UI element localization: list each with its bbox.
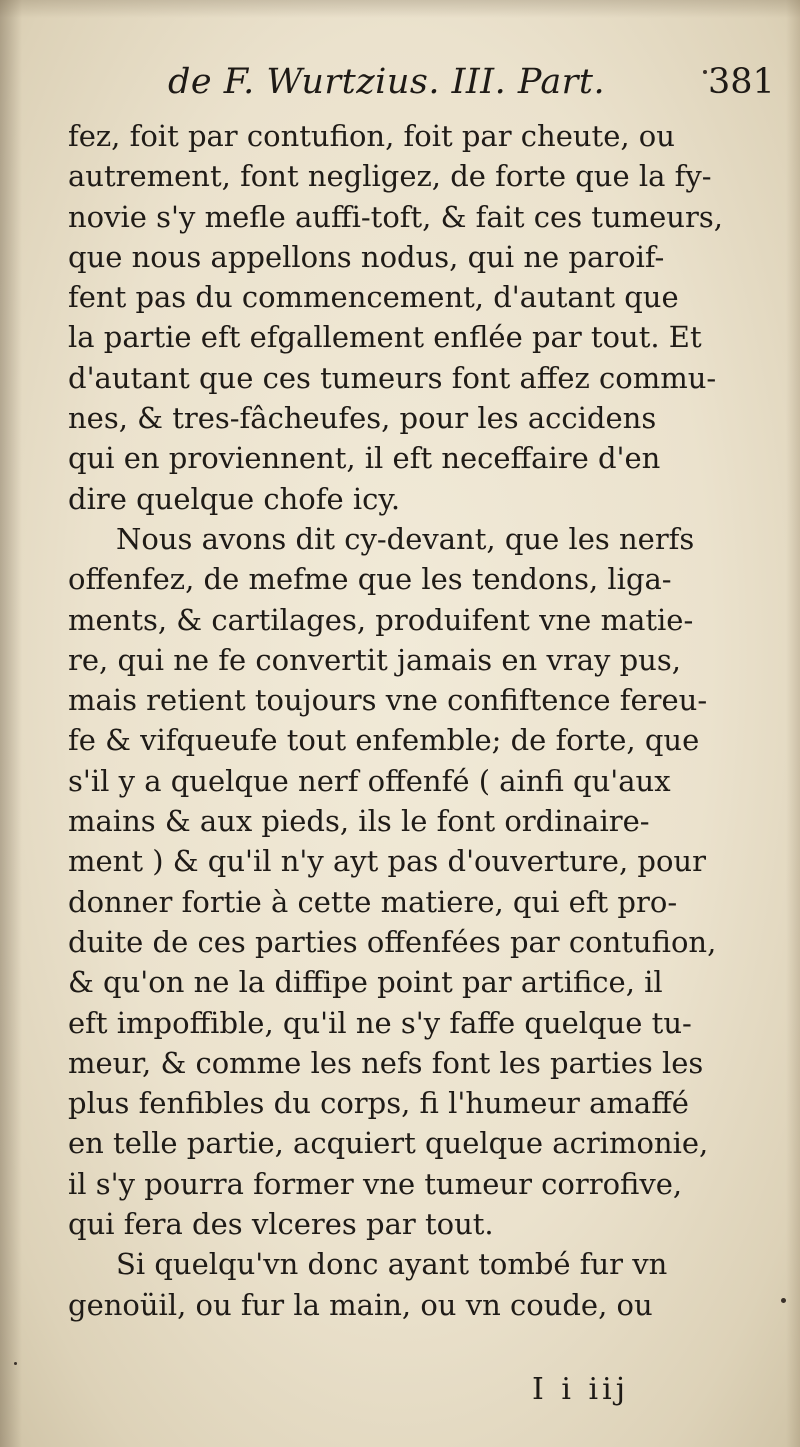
text-line: fe & vifqueufe tout enfemble; de forte, que: [68, 723, 700, 758]
text-line: ment ) & qu'il n'y ayt pas d'ouverture, pour: [68, 844, 706, 879]
text-line: mais retient toujours vne confiftence fereu-: [68, 683, 708, 718]
text-line: qui en proviennent, il eft neceffaire d'en: [68, 441, 661, 476]
text-line: & qu'on ne la diffipe point par artifice, il: [68, 965, 663, 1000]
text-line: la partie eft efgallement enflée par tout. Et: [68, 320, 702, 355]
text-line: meur, & comme les nefs font les parties les: [68, 1045, 704, 1080]
page-header: [0, 62, 800, 112]
text-line: autrement, font negligez, de forte que la fy-: [68, 159, 712, 194]
text-line: re, qui ne fe convertit jamais en vray pus,: [68, 642, 681, 677]
text-line: eft impoffible, qu'il ne s'y faffe quelque tu-: [68, 1005, 692, 1040]
text-line: fent pas du commencement, d'autant que: [68, 280, 679, 315]
text-line: mains & aux pieds, ils le font ordinaire-: [68, 804, 650, 839]
text-line: qui fera des vlceres par tout.: [68, 1207, 494, 1242]
text-line: duite de ces parties offenfées par contufion,: [68, 924, 717, 959]
text-line: plus fenfibles du corps, fi l'humeur amaffé: [68, 1086, 689, 1121]
text-line: novie s'y mefle auffi-toft, & fait ces tumeurs,: [68, 199, 723, 234]
text-line: il s'y pourra former vne tumeur corrofive,: [68, 1166, 683, 1201]
paper-speck: [781, 1298, 786, 1303]
gutter-shadow: [0, 0, 22, 1447]
paper-speck: [14, 1362, 17, 1365]
top-edge-shadow: [0, 0, 800, 18]
text-line: en telle partie, acquiert quelque acrimonie,: [68, 1126, 709, 1161]
text-line: nes, & tres-fâcheufes, pour les accidens: [68, 401, 657, 436]
text-line: offenfez, de mefme que les tendons, liga-: [68, 562, 672, 597]
running-title: de F. Wurtzius. III. Part.: [168, 62, 606, 102]
paragraph-start-line: Nous avons dit cy-devant, que les nerfs: [116, 521, 695, 556]
text-line: s'il y a quelque nerf offenfé ( ainfi qu'aux: [68, 763, 671, 798]
right-edge-shadow: [786, 0, 800, 1447]
page-number: 381: [708, 62, 775, 102]
paper-speck: [703, 70, 707, 74]
text-line: dire quelque chofe icy.: [68, 481, 401, 516]
text-line: que nous appellons nodus, qui ne paroif-: [68, 239, 665, 274]
text-line: d'autant que ces tumeurs font affez commu-: [68, 360, 717, 395]
text-line: ments, & cartilages, produifent vne matie-: [68, 602, 694, 637]
text-line: donner fortie à cette matiere, qui eft pro-: [68, 884, 678, 919]
body-text: [68, 116, 768, 1325]
text-line: fez, foit par contufion, foit par cheute, ou: [68, 119, 675, 153]
signature-mark: I i iij: [532, 1372, 630, 1407]
text-line: genoüil, ou fur la main, ou vn coude, ou: [68, 1287, 653, 1322]
paragraph-start-line: Si quelqu'vn donc ayant tombé fur vn: [116, 1247, 668, 1282]
